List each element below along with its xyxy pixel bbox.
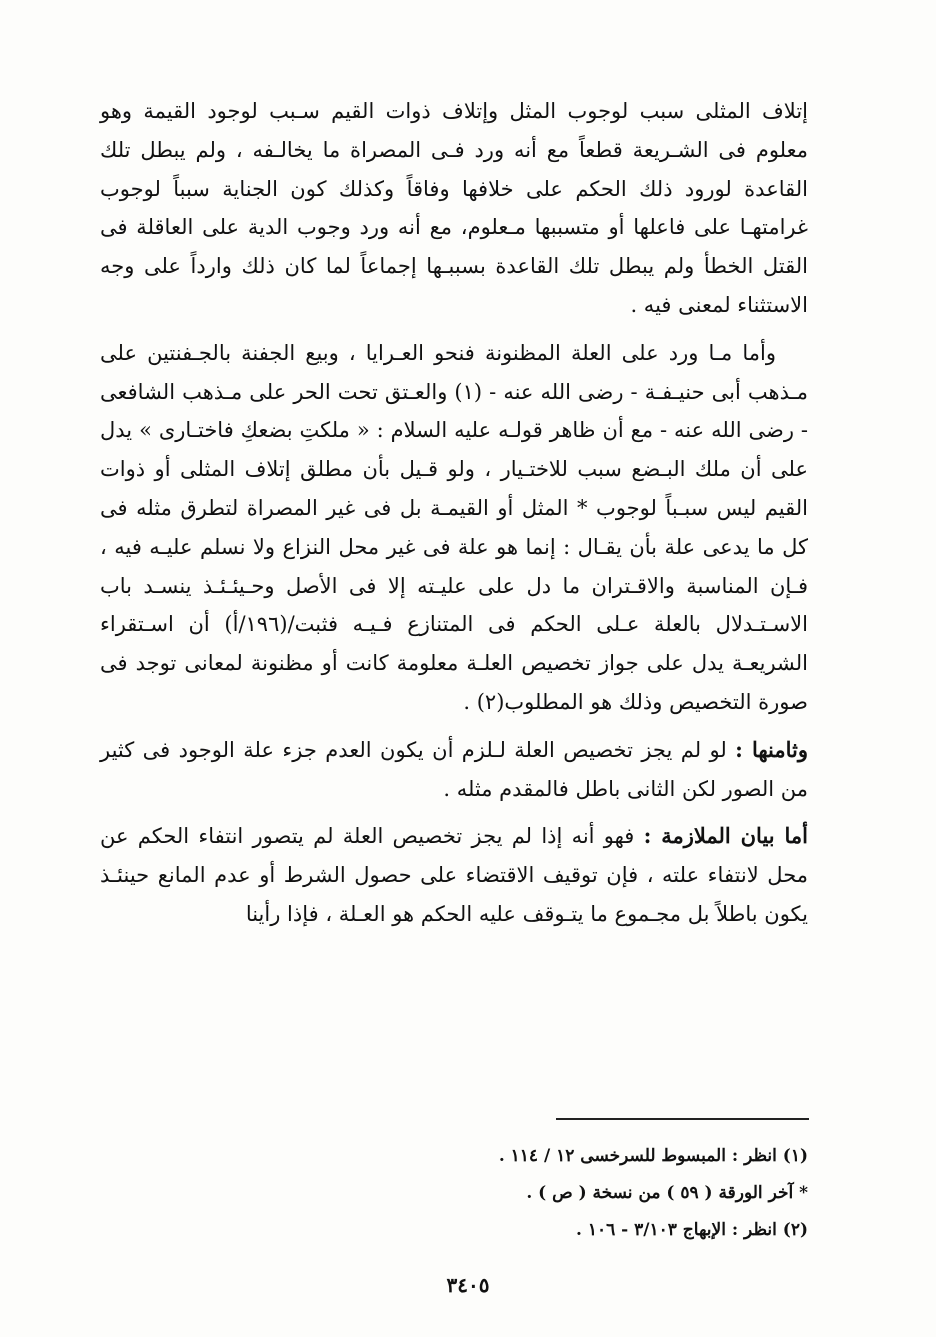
footnote-2: (٢) انظر : الإبهاج ٣/١٠٣ - ١٠٦ . bbox=[576, 1220, 808, 1240]
paragraph-3 bbox=[100, 731, 808, 809]
main-text bbox=[100, 92, 808, 934]
paragraph-1: إتلاف المثلى سبب لوجوب المثل وإتلاف ذوات القيم سـبب لوجود القيمة وهو معلوم فى الشـريعة قطعاً مع أنه ورد فـى المصراة ما يخالـفه ، ولم يبطل تلك القاعدة لورود ذلك الحكم على خلافها وفاقاً وكذلك كون الجناية سبباً لوجوب غرامتهـا على فاعلها أو متسببها مـعلوم، مع أنه ورد وجوب الدية على العاقلة فى القتل الخطأ ولم يبطل تلك القاعدة بسببـها إجماعاً لما كان ذلك وارداً على وجه الاستثناء لمعنى فيه . bbox=[100, 99, 808, 317]
paragraph-4 bbox=[100, 817, 808, 933]
page-number: ٣٤٠٥ bbox=[446, 1273, 490, 1297]
footnote-1: (١) انظر : المبسوط للسرخسى ١٢ / ١١٤ . bbox=[498, 1146, 808, 1166]
paragraph-4-text: فهو أنه إذا لم يجز تخصيص العلة لم يتصور انتفاء الحكم عن محل لانتفاء علته ، فإن توقيف الاقتضاء على حصول الشرط أو عدم المانع حينئـذ يكون باطلاً بل مجـموع ما يتـوقف عليه الحكم هو العـلة ، فإذا رأينا bbox=[100, 824, 808, 926]
paragraph-3-text: لو لم يجز تخصيص العلة لـلزم أن يكون العدم جزء علة الوجود فى كثير من الصور لكن الثانى باطل فالمقدم مثله . bbox=[100, 737, 808, 801]
paragraph-3-heading: وثامنها : bbox=[735, 736, 808, 762]
footnote-star: * آخر الورقة ( ٥٩ ) من نسخة ( ص ) . bbox=[526, 1183, 808, 1203]
paragraph-2: وأما مـا ورد على العلة المظنونة فنحو العـرايا ، وبيع الجفنة بالجـفنتين على مـذهب أبى حنيـفـة - رضى الله عنه - (١) والعـتق تحت الحر على مـذهب الشافعى - رضى الله عنه - مع أن ظاهر قولـه عليه السلام : « ملكتِ بضعكِ فاختـارى » يدل على أن ملك البـضع سبب للاختـيار ، ولو قـيل بأن مطلق إتلاف المثلى أو ذوات القيم ليس سبـباً لوجوب * المثل أو القيمـة بل فى غير المصراة لتطرق مثله فى كل ما يدعى علة بأن يقـال : إنما هو علة فى غير محل النزاع ولا نسلم عليـه فيه ، فـإن المناسبة والاقـتران ما دل على عليـته إلا فى الأصل وحـيئـئـذ ينسـد باب الاسـتـدلال بالعلة عـلى الحكم فى المتنازع فـيـه فثبت/(١٩٦/أ) أن اسـتقراء الشريعـة يدل على جواز تخصيص العلـة معلومة كانت أو مظنونة لمعانى توجد فى صورة التخصيص وذلك هو المطلوب(٢) . bbox=[100, 340, 808, 714]
footnotes bbox=[499, 1138, 808, 1249]
footnote-separator bbox=[556, 1118, 809, 1120]
paragraph-4-heading: أما بيان الملازمة : bbox=[643, 823, 808, 849]
